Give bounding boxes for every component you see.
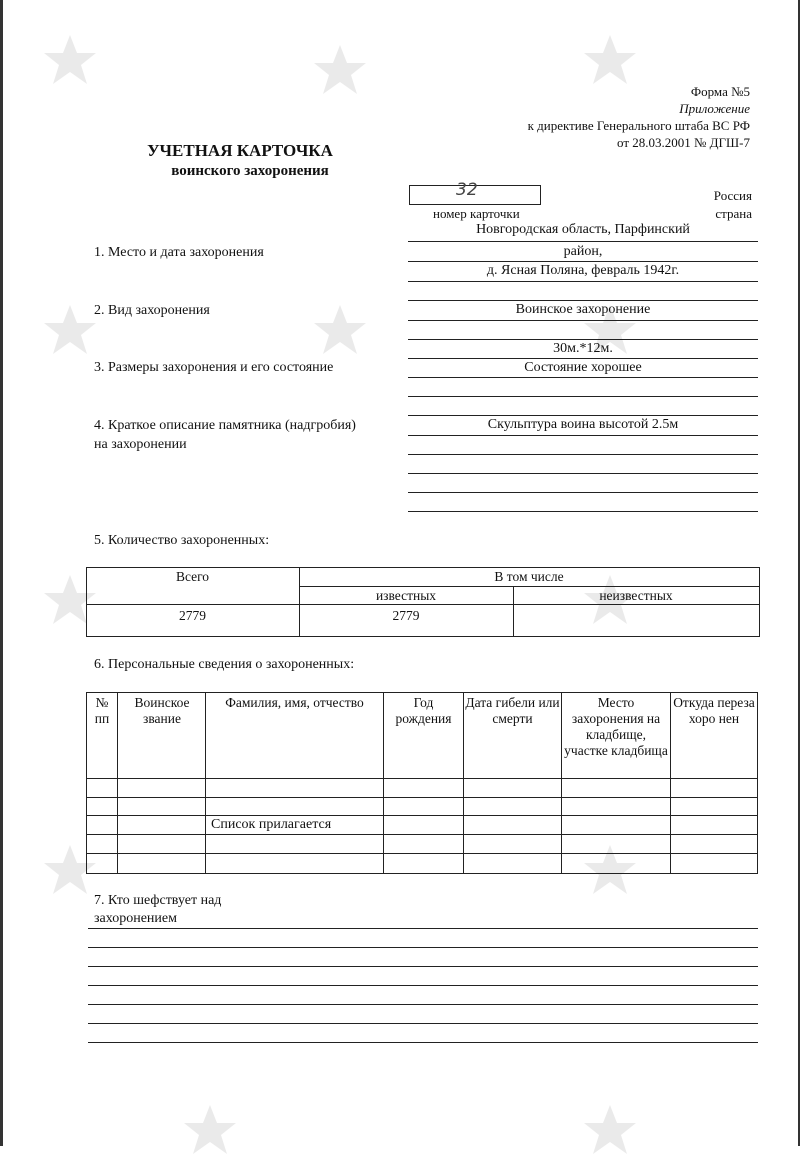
section1-rule3: [408, 281, 758, 282]
header-rank: Воинское звание: [134, 695, 190, 726]
personal-col-divider: [561, 692, 562, 873]
watermark-star-icon: [580, 30, 640, 90]
section1-line2: район,: [563, 244, 603, 259]
section1-rule1: [408, 241, 758, 242]
section3-size: 30м.*12м.: [553, 341, 613, 356]
header-unknown: неизвестных: [599, 588, 673, 603]
section1-line3: д. Ясная Поляна, февраль 1942г.: [486, 263, 680, 278]
personal-col-divider: [383, 692, 384, 873]
personal-col-divider: [463, 692, 464, 873]
section3-rule1: [408, 358, 758, 359]
section4-rule2: [408, 454, 758, 455]
value-known: 2779: [392, 608, 420, 623]
country-value: Россия: [713, 188, 752, 203]
personal-col-divider: [205, 692, 206, 873]
section3-rule3: [408, 396, 758, 397]
header-from: Откуда перезахоро нен: [673, 695, 755, 726]
value-total: 2779: [179, 608, 206, 623]
section6-label: 6. Персональные сведения о захороненных:: [94, 657, 355, 672]
section7-rule3: [88, 966, 758, 967]
personal-row-divider: [86, 778, 757, 779]
section7-rule5: [88, 1004, 758, 1005]
page-subtitle: воинского захоронения: [171, 163, 329, 179]
header-total: Всего: [175, 569, 210, 584]
burial-count-row-divider1: [299, 586, 759, 587]
section4-label-line2: на захоронении: [94, 437, 187, 452]
section3-rule4: [408, 415, 758, 416]
form-date: от 28.03.2001 № ДГШ-7: [617, 135, 750, 150]
section1-rule2: [408, 261, 758, 262]
watermark-star-icon: [310, 300, 370, 360]
header-birth: Год рождения: [395, 695, 452, 726]
personal-col-divider: [670, 692, 671, 873]
section7-label-line2: захоронением: [94, 911, 177, 926]
personal-row-divider: [86, 834, 757, 835]
section4-value: Скульптура воина высотой 2.5м: [487, 417, 679, 432]
country-label: страна: [715, 206, 752, 221]
personal-row-divider: [86, 815, 757, 816]
section4-rule3: [408, 473, 758, 474]
header-num: № пп: [94, 695, 110, 726]
section1-line1: Новгородская область, Парфинский: [476, 222, 690, 237]
form-directive: к директиве Генерального штаба ВС РФ: [527, 118, 750, 133]
watermark-star-icon: [40, 300, 100, 360]
section4-rule4: [408, 492, 758, 493]
section1-rule4: [408, 300, 758, 301]
section2-rule2: [408, 339, 758, 340]
section5-label: 5. Количество захороненных:: [94, 533, 270, 548]
section7-rule6: [88, 1023, 758, 1024]
scan-edge-left: [0, 0, 3, 1146]
watermark-star-icon: [310, 40, 370, 100]
section3-rule2: [408, 377, 758, 378]
watermark-star-icon: [180, 1100, 240, 1160]
form-appendix: Приложение: [679, 101, 750, 116]
header-known: известных: [375, 588, 437, 603]
header-including: В том числе: [494, 569, 564, 584]
burial-count-row-divider2: [86, 604, 759, 605]
section4-rule1: [408, 435, 758, 436]
section3-label: 3. Размеры захоронения и его состояние: [94, 360, 334, 375]
watermark-star-icon: [580, 1100, 640, 1160]
header-place: Место захоронения на кладбище, участке кладбища: [564, 695, 668, 758]
personal-col-divider: [117, 692, 118, 873]
section1-label: 1. Место и дата захоронения: [94, 245, 264, 260]
section4-rule5: [408, 511, 758, 512]
section7-rule4: [88, 985, 758, 986]
header-name: Фамилия, имя, отчество: [225, 695, 364, 710]
section7-rule1: [88, 928, 758, 929]
section2-label: 2. Вид захоронения: [94, 303, 210, 318]
form-number: Форма №5: [690, 84, 750, 99]
personal-row-divider: [86, 853, 757, 854]
watermark-star-icon: [40, 30, 100, 90]
card-number-label: номер карточки: [433, 206, 520, 221]
section4-label-line1: 4. Краткое описание памятника (надгробия): [94, 418, 356, 433]
section7-label-line1: 7. Кто шефствует над: [94, 893, 222, 908]
page-title: УЧЕТНАЯ КАРТОЧКА: [147, 141, 333, 160]
personal-row-divider: [86, 797, 757, 798]
section3-condition: Состояние хорошее: [524, 360, 642, 375]
header-death: Дата гибели или смерти: [465, 695, 560, 726]
section7-rule7: [88, 1042, 758, 1043]
section7-rule2: [88, 947, 758, 948]
attached-list-note: Список прилагается: [211, 817, 332, 832]
card-number-value: 32: [456, 180, 478, 200]
card-number-box[interactable]: [409, 180, 541, 205]
section2-value: Воинское захоронение: [515, 302, 651, 317]
section2-rule1: [408, 320, 758, 321]
